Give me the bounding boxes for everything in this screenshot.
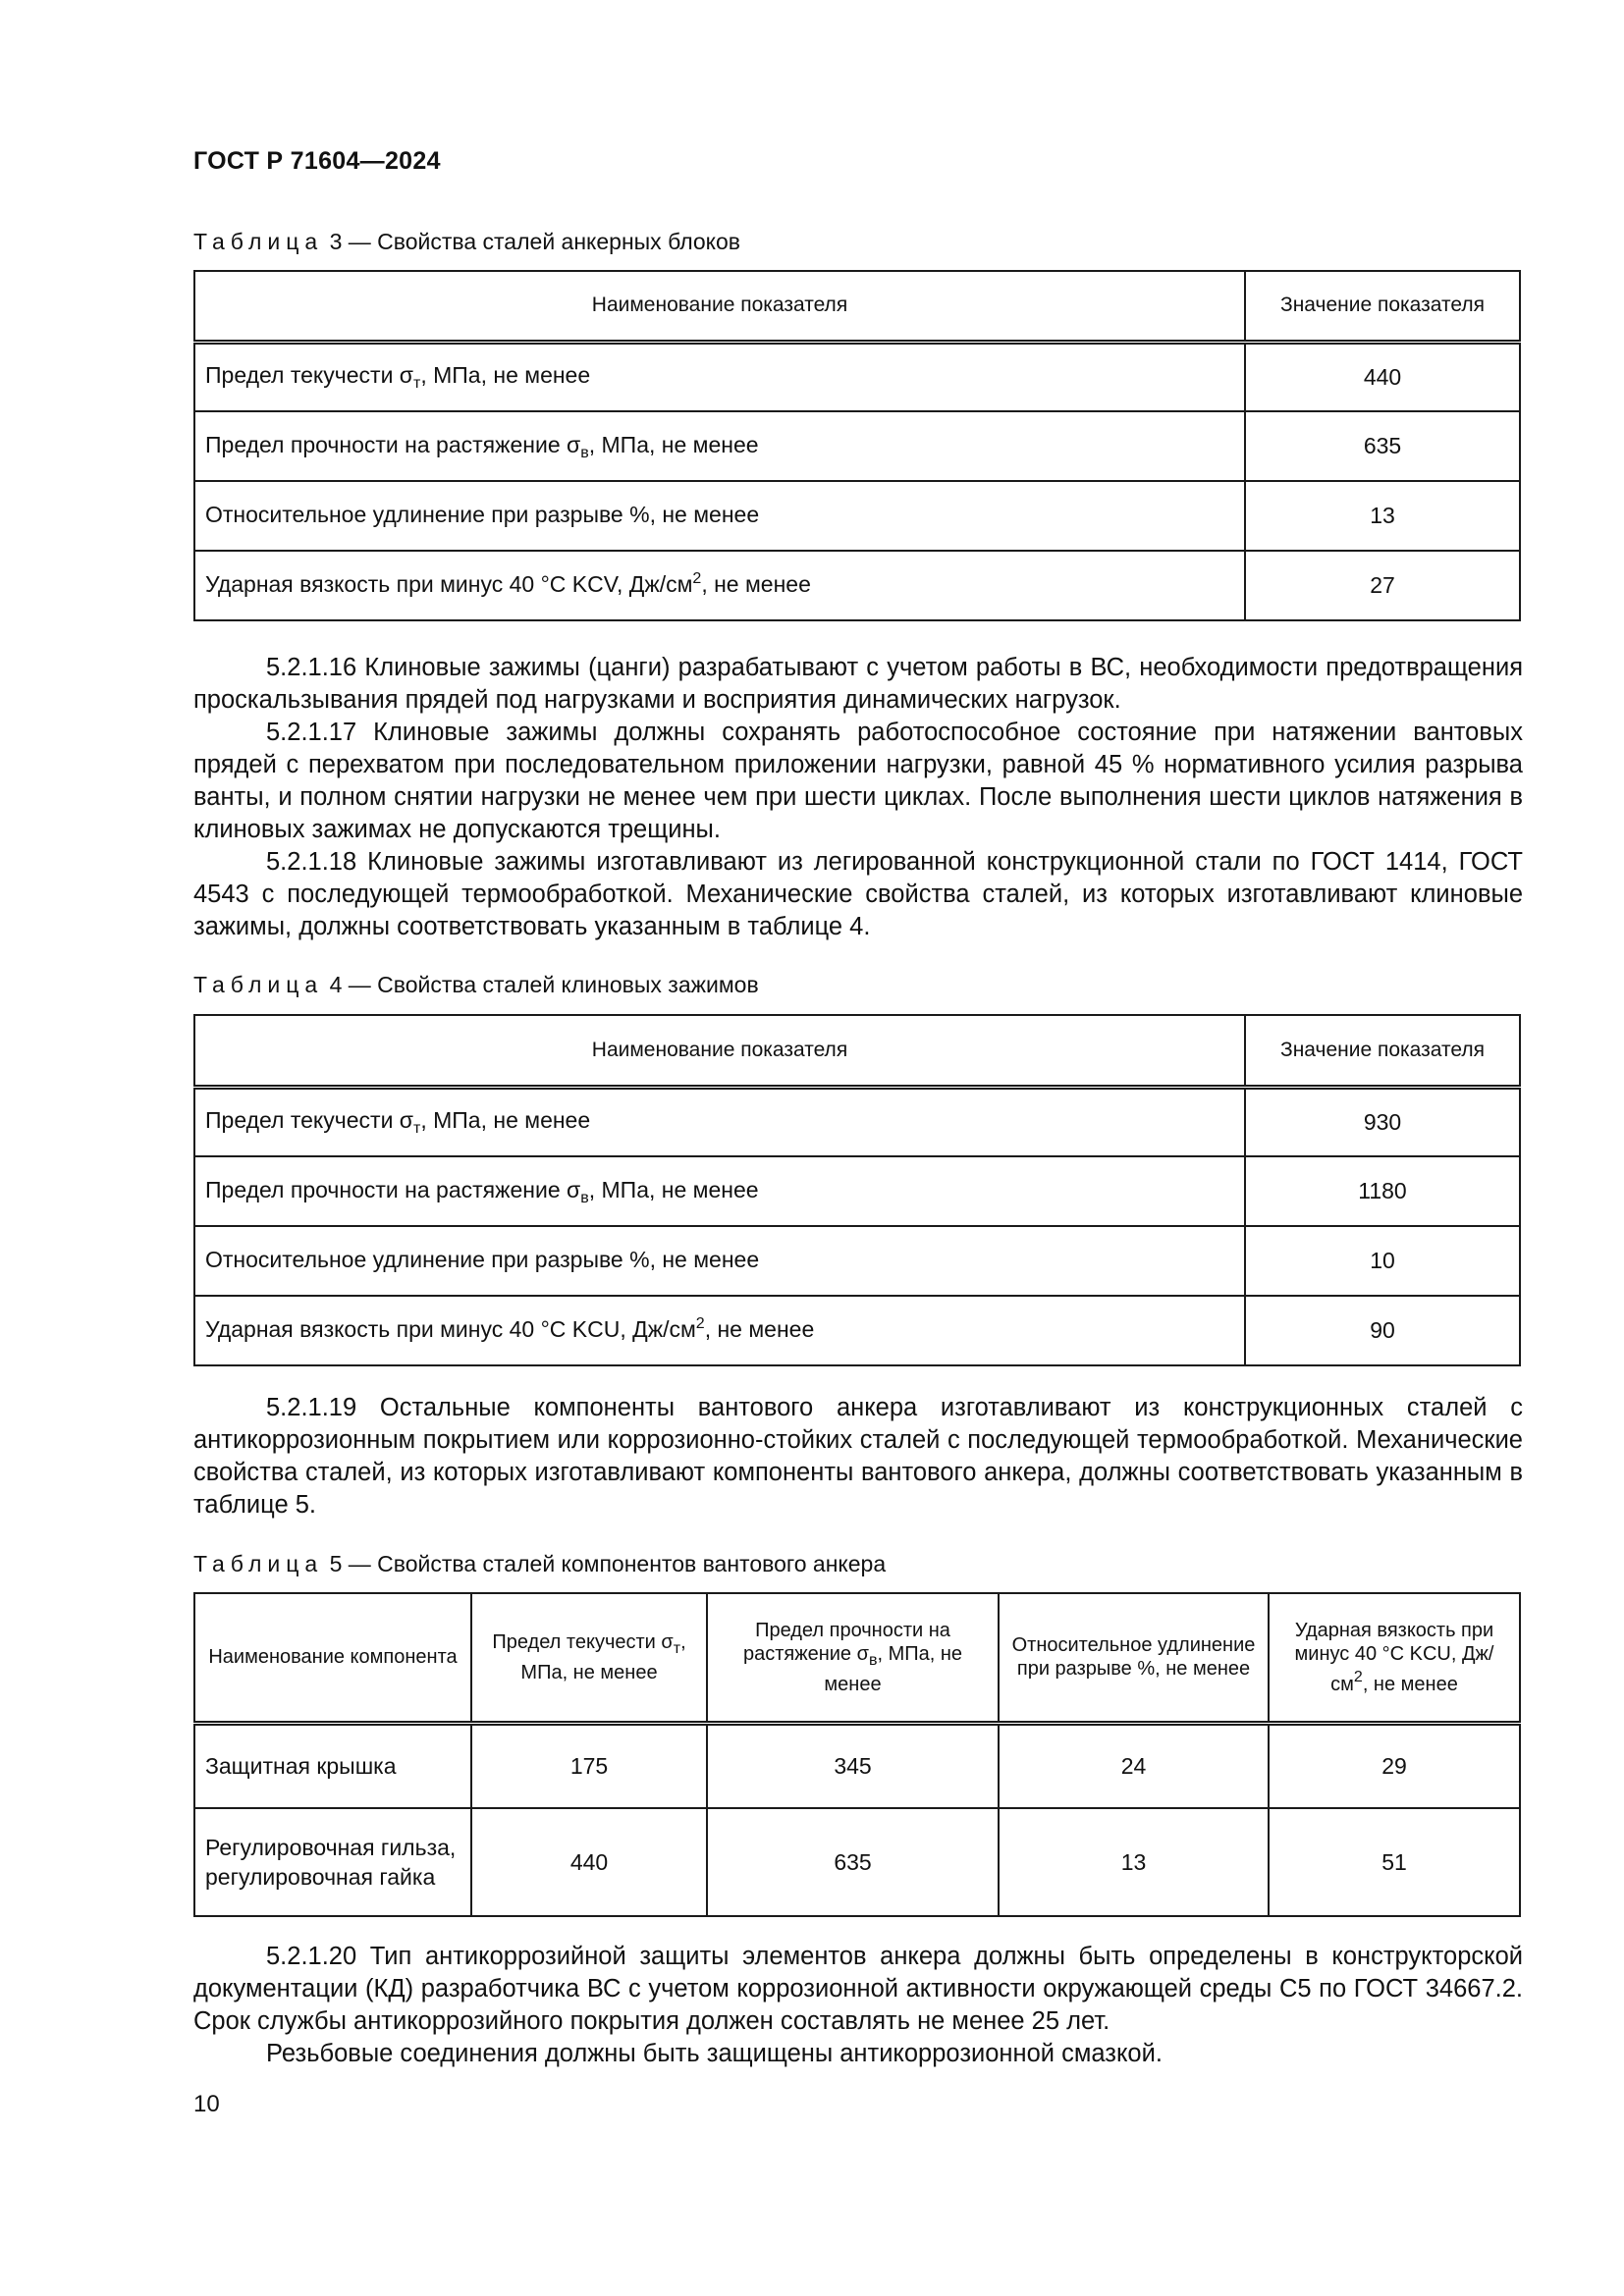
table5-row1-component: Защитная крышка	[194, 1723, 471, 1808]
table4-row2-label: Предел прочности на растяжение $\sigma_в$, МПа, не менее	[194, 1156, 1245, 1226]
table4-row2-value: 1180	[1245, 1156, 1520, 1226]
table5-caption-text: 5 — Свойства сталей компонентов вантового анкера	[323, 1551, 887, 1576]
table-row	[194, 1087, 1520, 1156]
table-row	[194, 411, 1520, 481]
table5-header-tensile: Предел прочности на растяжение $\sigma_в$, МПа, не менее	[707, 1593, 999, 1723]
table3-row1-value: 440	[1245, 342, 1520, 411]
table5-caption-word: Таблица	[193, 1551, 324, 1576]
table3-caption	[193, 229, 740, 255]
table3-header-name: Наименование показателя	[194, 271, 1245, 342]
table-row	[194, 481, 1520, 551]
table3-row2-value: 635	[1245, 411, 1520, 481]
table3-caption-text: 3 — Свойства сталей анкерных блоков	[323, 229, 741, 254]
paragraph-5-2-1-16: 5.2.1.16 Клиновые зажимы (цанги) разрабатывают с учетом работы в ВС, необходимости предотвращения проскальзывания прядей под нагрузками и восприятия динамических нагрузок.	[193, 654, 1523, 714]
document-header: ГОСТ Р 71604—2024	[193, 147, 441, 175]
table5-header-yield: Предел текучести $\sigma_т$, МПа, не менее	[471, 1593, 707, 1723]
table3	[193, 270, 1521, 621]
table4-row4-value: 90	[1245, 1296, 1520, 1365]
table5-row1-elongation: 24	[999, 1723, 1269, 1808]
table4-row4-label: Ударная вязкость при минус 40 °C KCU, $Дж/см^2$, не менее	[194, 1296, 1245, 1365]
table5-header-elongation: Относительное удлинение при разрыве %, не менее	[999, 1593, 1269, 1723]
table3-row4-value: 27	[1245, 551, 1520, 620]
table3-row4-label: Ударная вязкость при минус 40 °C KCV, $Дж/см^2$, не менее	[194, 551, 1245, 620]
paragraph-5-2-1-19: 5.2.1.19 Остальные компоненты вантового анкера изготавливают из конструкционных сталей с антикоррозионным покрытием или коррозионно-стойких сталей с последующей термообработкой. Механические свойства сталей, из которых изготавливают компоненты вантового анкера, должны соответствовать указанным в таблице 5.	[193, 1394, 1523, 1519]
table3-row3-value: 13	[1245, 481, 1520, 551]
table-row	[194, 1723, 1520, 1808]
table4-caption	[193, 972, 759, 998]
table4-header-name: Наименование показателя	[194, 1015, 1245, 1087]
table5-row1-yield: 175	[471, 1723, 707, 1808]
table4	[193, 1014, 1521, 1366]
table3-header-value: Значение показателя	[1245, 271, 1520, 342]
table4-caption-text: 4 — Свойства сталей клиновых зажимов	[323, 972, 759, 997]
table3-caption-word: Таблица	[193, 229, 324, 254]
table3-row3-label: Относительное удлинение при разрыве %, не менее	[194, 481, 1245, 551]
table5-caption	[193, 1551, 886, 1577]
table5-row2-yield: 440	[471, 1808, 707, 1916]
table4-row1-value: 930	[1245, 1087, 1520, 1156]
section1-text	[193, 652, 1523, 943]
table-row	[194, 1296, 1520, 1365]
table-row	[194, 1156, 1520, 1226]
table5-header-impact: Ударная вязкость при минус 40 °С KCU, $Дж/см^2$, не менее	[1269, 1593, 1520, 1723]
table4-row3-label: Относительное удлинение при разрыве %, не менее	[194, 1226, 1245, 1296]
paragraph-5-2-1-17: 5.2.1.17 Клиновые зажимы должны сохранять работоспособное состояние при натяжении вантовых прядей с перехватом при последовательном приложении нагрузки, равной 45 % нормативного усилия разрыва ванты, и полном снятии нагрузки не менее чем при шести циклах. После выполнения шести циклов натяжения в клиновых зажимах не допускаются трещины.	[193, 719, 1523, 843]
table4-caption-word: Таблица	[193, 972, 324, 997]
section3-text	[193, 1941, 1523, 2070]
table-row	[194, 551, 1520, 620]
table4-row3-value: 10	[1245, 1226, 1520, 1296]
table5-row1-tensile: 345	[707, 1723, 999, 1808]
table4-row1-label: Предел текучести $\sigma_т$, МПа, не менее	[194, 1087, 1245, 1156]
table-row	[194, 1226, 1520, 1296]
table-row	[194, 342, 1520, 411]
table5-row2-impact: 51	[1269, 1808, 1520, 1916]
paragraph-5-2-1-18: 5.2.1.18 Клиновые зажимы изготавливают из легированной конструкционной стали по ГОСТ 1414, ГОСТ 4543 с последующей термообработкой. Механические свойства сталей, из которых изготавливают клиновые зажимы, должны соответствовать указанным в таблице 4.	[193, 848, 1523, 940]
paragraph-5-2-1-20: 5.2.1.20 Тип антикоррозийной защиты элементов анкера должны быть определены в конструкторской документации (КД) разработчика ВС с учетом коррозионной активности окружающей среды С5 по ГОСТ 34667.2. Срок службы антикоррозийного покрытия должен составлять не менее 25 лет.	[193, 1943, 1523, 2035]
table5-row2-component: Регулировочная гильза, регулировочная гайка	[194, 1808, 471, 1916]
table-row	[194, 1808, 1520, 1916]
section2-text	[193, 1392, 1523, 1522]
table5-row1-impact: 29	[1269, 1723, 1520, 1808]
table3-row1-label: Предел текучести $\sigma_т$, МПа, не менее	[194, 342, 1245, 411]
page-number: 10	[193, 2091, 220, 2117]
paragraph-thread-protection: Резьбовые соединения должны быть защищены антикоррозионной смазкой.	[266, 2040, 1163, 2067]
table5-header-component: Наименование компонента	[194, 1593, 471, 1723]
table3-row2-label: Предел прочности на растяжение $\sigma_в$, МПа, не менее	[194, 411, 1245, 481]
table5-row2-tensile: 635	[707, 1808, 999, 1916]
table5	[193, 1592, 1521, 1917]
table4-header-value: Значение показателя	[1245, 1015, 1520, 1087]
table5-row2-elongation: 13	[999, 1808, 1269, 1916]
